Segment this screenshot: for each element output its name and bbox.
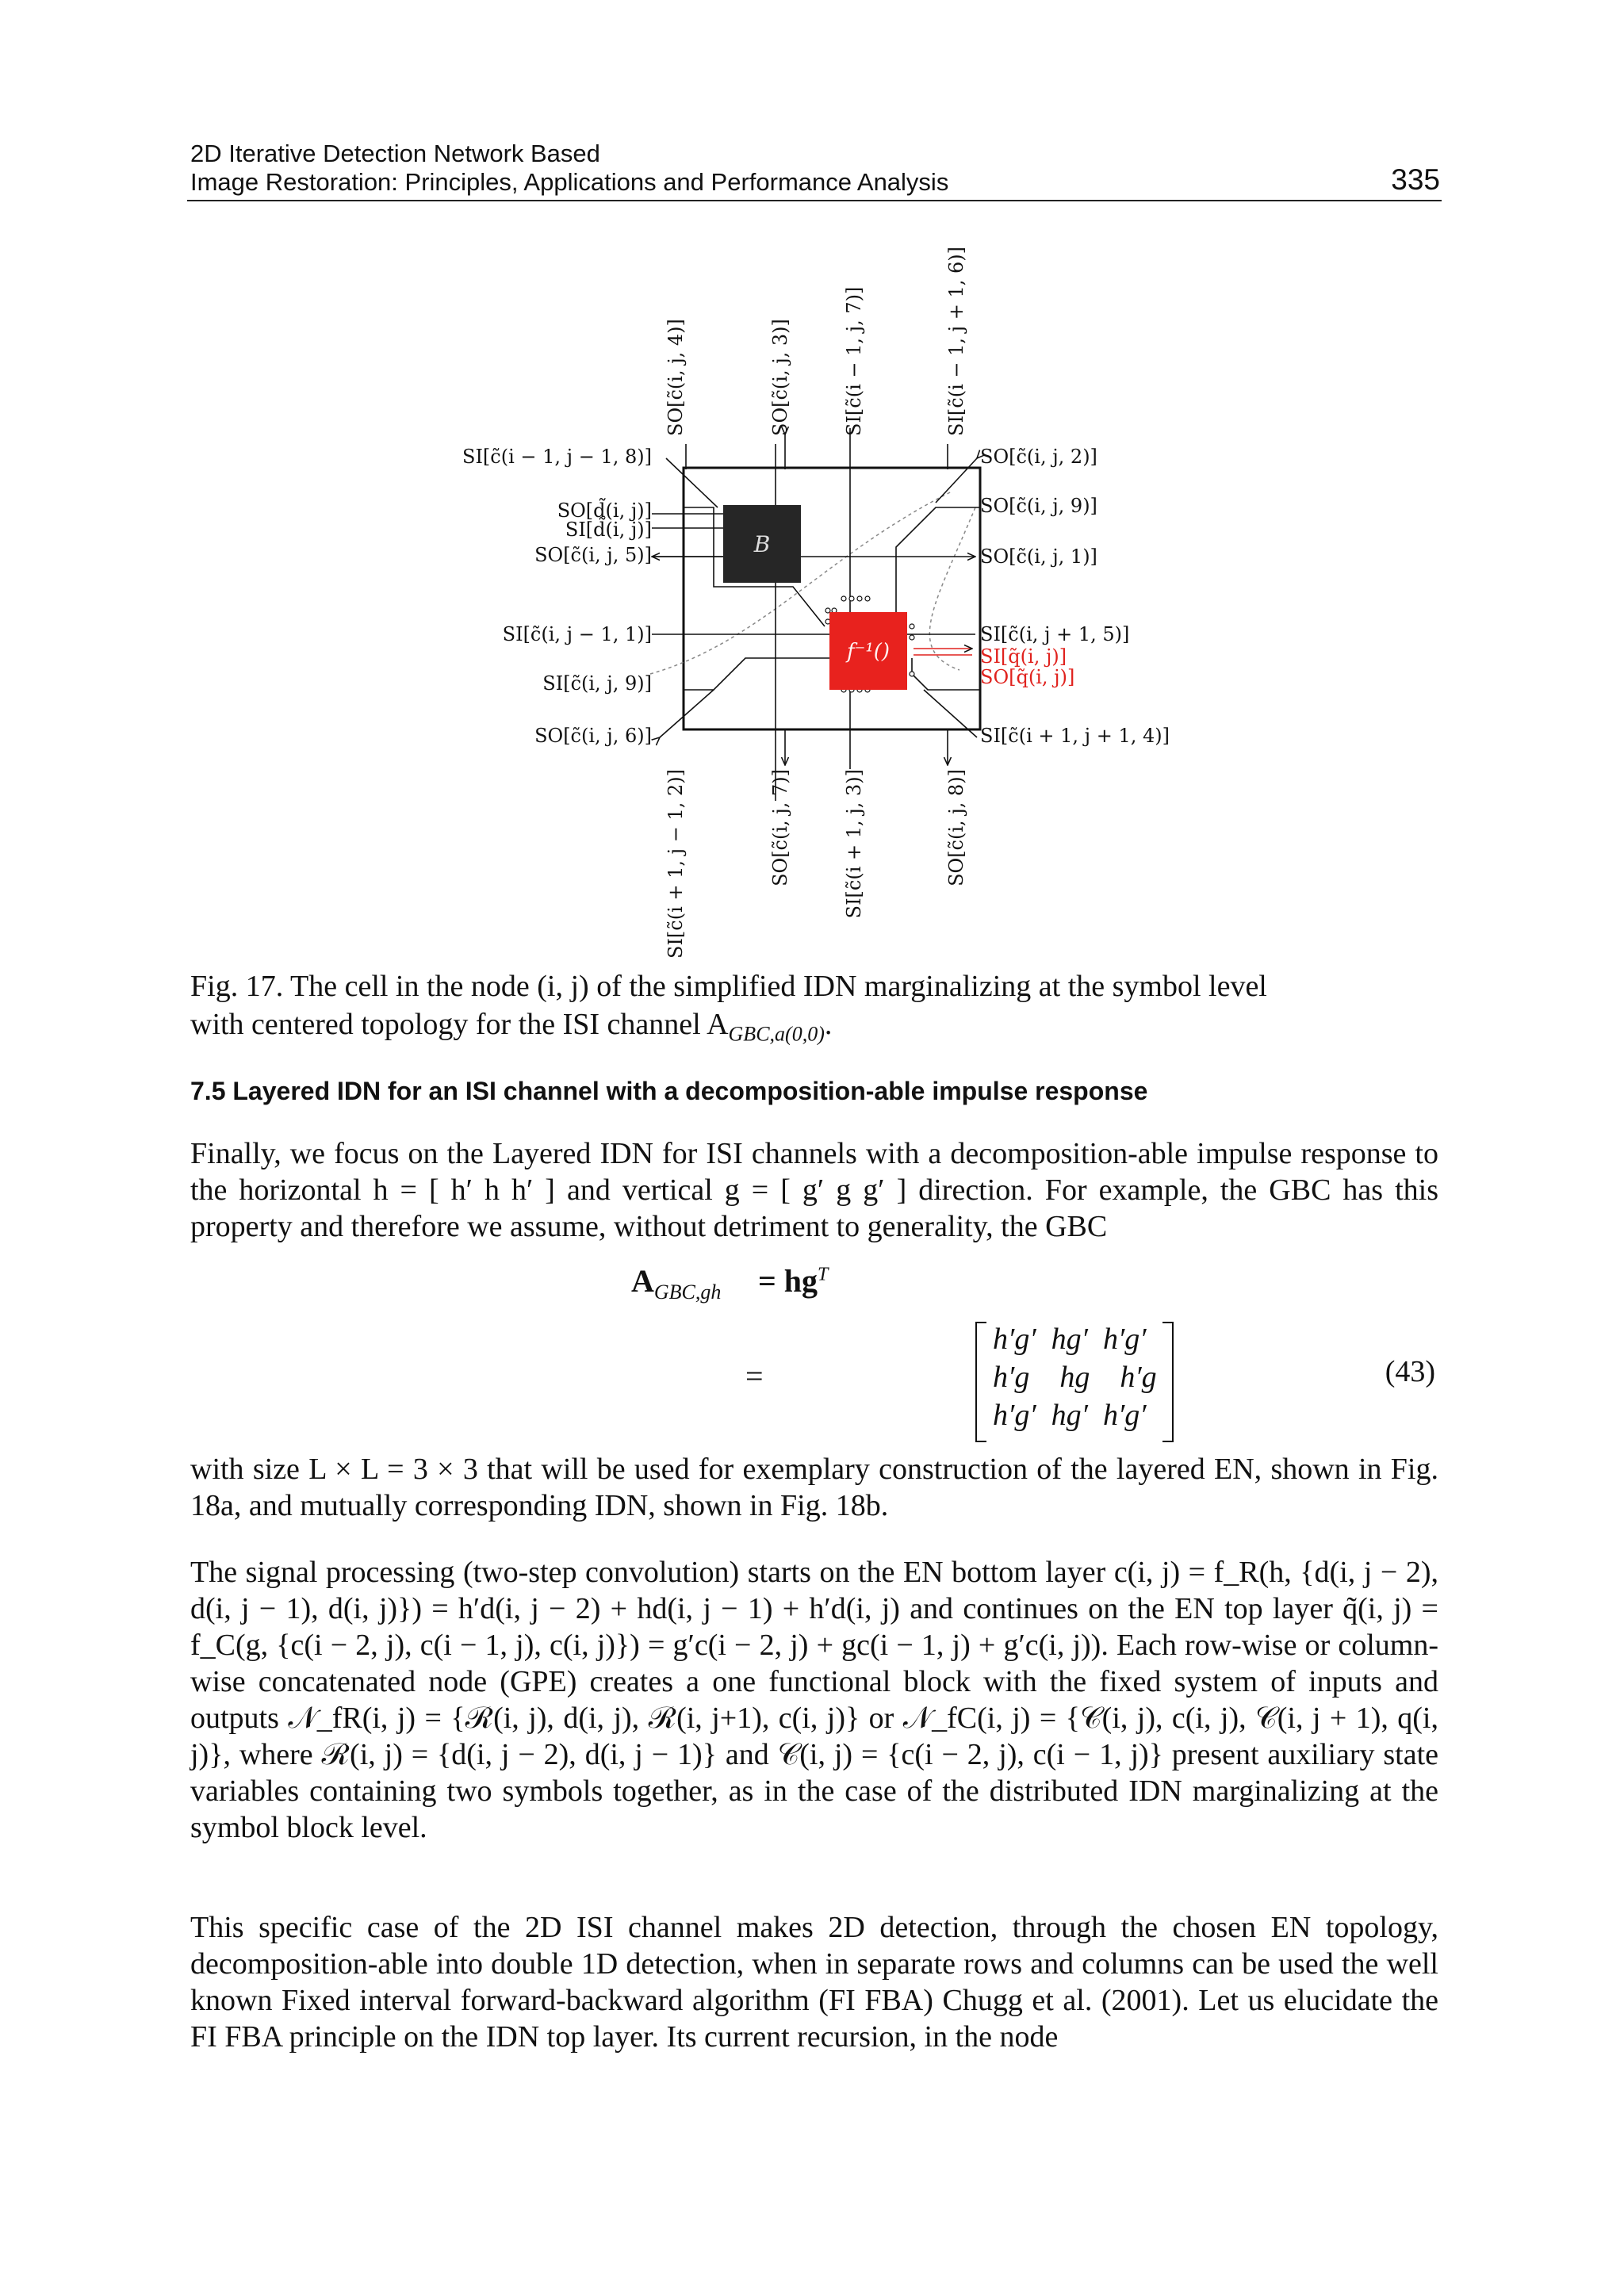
matrix-row-3: h′g′ hg′ h′g′ — [993, 1399, 1147, 1432]
left-label-3: SI[d̃(i, j)] — [565, 519, 652, 541]
matrix-row-2: h′g hg h′g — [993, 1361, 1157, 1394]
bottom-label-2: SO[c̃(i, j, 7)] — [769, 769, 791, 886]
paragraph-4: This specific case of the 2D ISI channel makes 2D detection, through the chosen EN topology, decomposition-able into double 1D detection, when in separate rows and columns can be used the well known Fixed interval forward-backward algorithm (FI FBA) Chugg et al. (2001). Let us elucidate the FI FBA principle on the IDN top layer. Its current recursion, in the node — [190, 1911, 1438, 2054]
right-labels — [980, 446, 1170, 747]
wire-d-tl — [666, 458, 718, 507]
right-label-6: SO[q̃(i, j)] — [980, 666, 1075, 688]
right-label-4: SI[c̃(i, j + 1, 5)] — [980, 623, 1130, 645]
equation-43 — [190, 1262, 1443, 1445]
paragraph-3: The signal processing (two-step convolution) starts on the EN bottom layer c(i, j) = f_R(h, {d(i, j − 2), d(i, j − 1), d(i, j)}) = h′d(i, j − 2) + hd(i, j − 1) + h′d(i, j) and continues on the EN top layer q̃(i, j) = f_C(g, {c(i − 2, j), c(i − 1, j), c(i, j)}) = g′c(i − 2, j) + gc(i − 1, j) + g′c(i, j)). Each row-wise or column-wise concatenated node (GPE) creates a one functional block with the fixed system of inputs and outputs 𝒩_fR(i, j) = {ℛ(i, j), d(i, j), ℛ(i, j+1), c(i, j)} or 𝒩_fC(i, j) = {𝒞(i, j), c(i, j), 𝒞(i, j + 1), q(i, j)}, where ℛ(i, j) = {d(i, j − 2), d(i, j − 1)} and 𝒞(i, j) = {c(i − 2, j), c(i − 1, j)} present auxiliary state variables containing two symbols together, as in the case of the distributed IDN marginalizing at the symbol block level. — [190, 1556, 1438, 1844]
left-label-4: SO[c̃(i, j, 5)] — [534, 544, 652, 566]
bottom-label-1: SI[c̃(i + 1, j − 1, 2)] — [665, 769, 687, 959]
left-labels — [462, 446, 652, 747]
idn-cell-diagram — [0, 0, 1624, 967]
top-labels — [665, 247, 967, 436]
block-f-label: f⁻¹() — [846, 640, 891, 664]
figure-caption — [190, 967, 1443, 1054]
left-label-5: SI[c̃(i, j − 1, 1)] — [502, 623, 652, 645]
matrix-bracket-left — [975, 1322, 986, 1442]
bottom-labels — [665, 769, 967, 959]
caption-line2: with centered topology for the ISI channel $A_{GBC,a(0,0)}$. — [190, 1008, 833, 1046]
eq-matrix — [975, 1322, 1174, 1441]
left-label-2: SO[d̃(i, j)] — [557, 500, 652, 522]
block-b-label: B — [753, 531, 771, 557]
bottom-label-4: SO[c̃(i, j, 8)] — [945, 769, 967, 886]
wire-elbow-3 — [684, 658, 833, 690]
eq-rhs1: = $hg^T$ — [758, 1263, 829, 1299]
equation-number: (43) — [1385, 1355, 1435, 1388]
right-label-5: SI[q̃(i, j)] — [980, 645, 1067, 668]
eq-equals: = — [745, 1358, 764, 1394]
paragraph-2: with size L × L = 3 × 3 that will be used for exemplary construction of the layered EN, shown in Fig. 18a, and mutually corresponding IDN, shown in Fig. 18b. — [190, 1453, 1438, 1522]
right-label-3: SO[c̃(i, j, 1)] — [980, 545, 1097, 568]
wire-elbow-4 — [912, 658, 980, 690]
bottom-label-3: SI[c̃(i + 1, j, 3)] — [843, 769, 865, 919]
top-label-3: SI[c̃(i − 1, j, 7)] — [843, 286, 865, 436]
left-label-7: SO[c̃(i, j, 6)] — [534, 725, 652, 747]
right-label-7: SI[c̃(i + 1, j + 1, 4)] — [980, 725, 1170, 747]
dashed-link-right — [929, 507, 975, 670]
section-title: 7.5 Layered IDN for an ISI channel with a decomposition-able impulse response — [190, 1077, 1148, 1105]
page-number: 335 — [1391, 163, 1440, 196]
left-label-1: SI[c̃(i − 1, j − 1, 8)] — [462, 446, 652, 468]
paragraph-1: Finally, we focus on the Layered IDN for ISI channels with a decomposition-able impulse response to the horizontal h = [ h′ h h′ ] and vertical g = [ g′ g g′ ] direction. For example, the GBC has this property and therefore we assume, without detriment to generality, the GBC — [190, 1137, 1438, 1243]
wire-d-tr — [936, 458, 977, 503]
left-label-6: SI[c̃(i, j, 9)] — [542, 672, 652, 695]
eq-lhs: $A_{GBC,gh}$ — [631, 1263, 722, 1303]
top-label-2: SO[c̃(i, j, 3)] — [769, 319, 791, 436]
right-label-2: SO[c̃(i, j, 9)] — [980, 495, 1097, 517]
top-label-1: SO[c̃(i, j, 4)] — [665, 319, 687, 436]
caption-line1: Fig. 17. The cell in the node (i, j) of the simplified IDN marginalizing at the symbol level — [190, 970, 1267, 1003]
running-header-line1: 2D Iterative Detection Network Based — [190, 140, 600, 167]
right-label-1: SO[c̃(i, j, 2)] — [980, 446, 1097, 468]
top-label-4: SI[c̃(i − 1, j + 1, 6)] — [945, 247, 967, 436]
matrix-bracket-right — [1162, 1322, 1174, 1442]
matrix-row-1: h′g′ hg′ h′g′ — [993, 1323, 1147, 1356]
running-header-line2: Image Restoration: Principles, Applications and Performance Analysis — [190, 168, 949, 196]
